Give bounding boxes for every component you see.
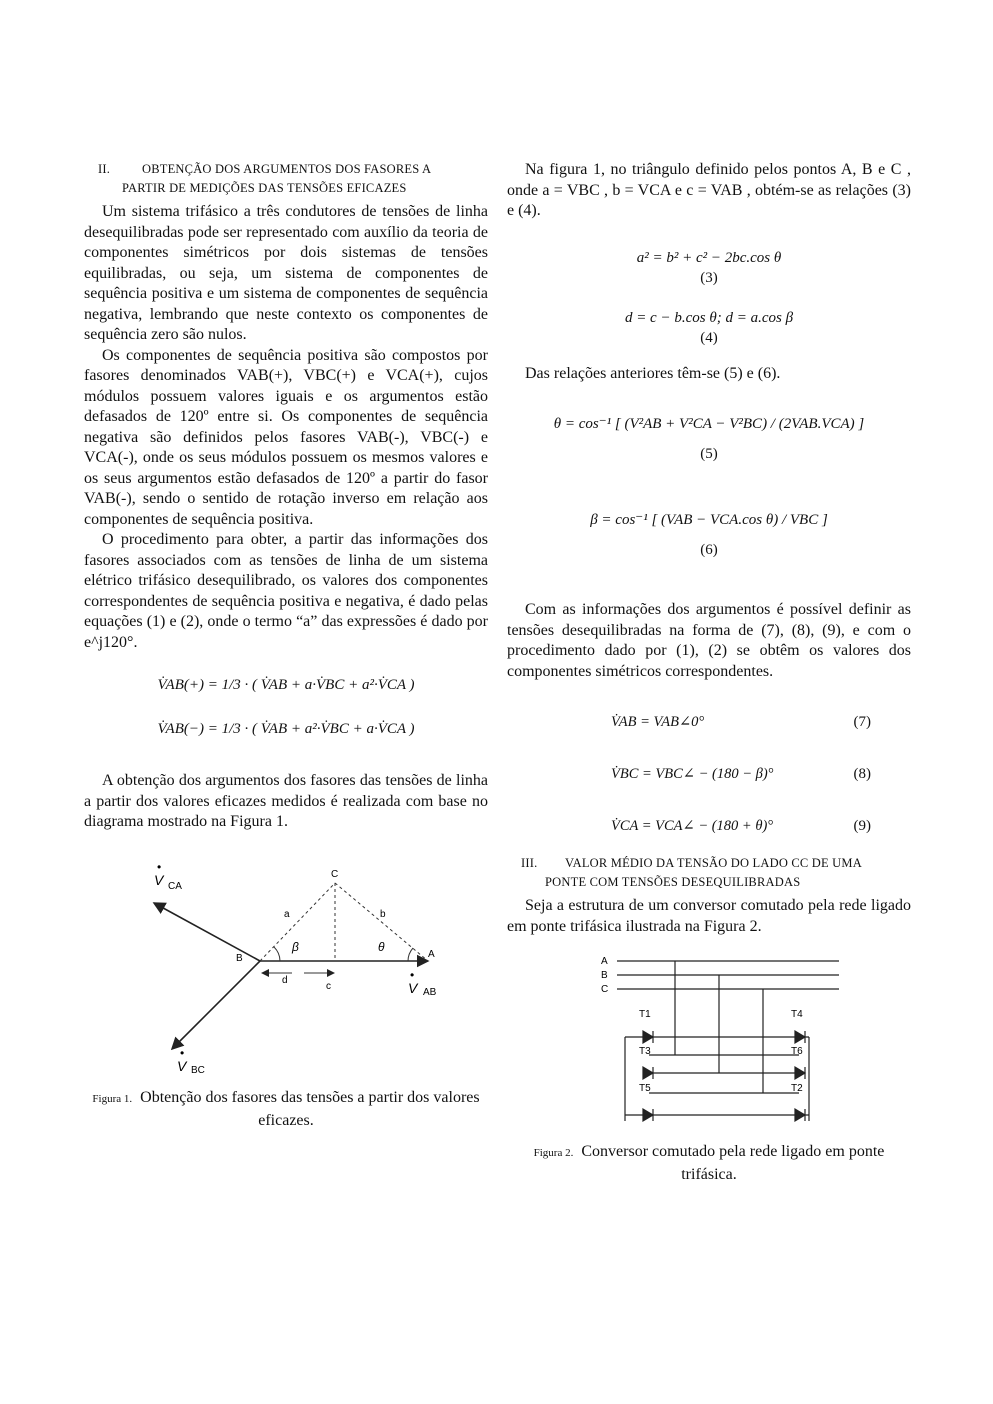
paragraph: Um sistema trifásico a três condutores de tensões de linha desequilibradas pode ser representado com auxílio da teoria de componentes simétricos por dois sistemas de tensões equilibradas, ou seja, um sistema de componentes de sequência positiva e um sistema de componentes de sequência negativa, lembrando que neste contexto os componentes de sequência zero são nulos.	[84, 203, 488, 343]
equation-5-number: (5)	[700, 446, 718, 462]
vab-dot: •	[410, 967, 415, 982]
equation-3: a² = b² + c² − 2bc.cos θ	[636, 249, 782, 266]
vbc-label-sub: BC	[191, 1064, 205, 1073]
figure-2-caption	[507, 1141, 911, 1185]
vab-label-sub: AB	[423, 986, 437, 998]
equation-9: V̇CA = VCA∠ − (180 + θ)°	[611, 817, 774, 834]
equation-5: θ = cos⁻¹ [ (V²AB + V²CA − V²BC) / (2VAB.VCA) ]	[553, 416, 865, 432]
figure-2-caption-label: Figura 2.	[533, 1147, 574, 1159]
theta-arc	[408, 948, 413, 961]
paragraph: Das relações anteriores têm-se (5) e (6).	[525, 364, 781, 382]
paragraph: Com as informações dos argumentos é possível definir as tensões desequilibradas na forma de (7), (8), (9), e com o procedimento dado por (1), (2) se obtêm os valores dos componentes simétricos correspondentes.	[507, 601, 911, 680]
section-3-heading	[507, 854, 911, 892]
equation-9-row	[507, 812, 911, 840]
equation-6: β = cos⁻¹ [ (VAB − VCA.cos θ) / VBC ]	[590, 512, 828, 528]
equation-4: d = c − b.cos θ; d = a.cos β	[624, 309, 794, 326]
figure-2-bridge-diagram	[599, 953, 849, 1123]
figure-1-caption-text: Obtenção dos fasores das tensões a partir dos valores eficazes.	[140, 1088, 480, 1129]
thyristor-t5	[643, 1109, 653, 1121]
section-number: II.	[98, 162, 111, 176]
t4-label: T4	[791, 1009, 803, 1020]
vca-label: V	[154, 871, 164, 888]
figure-1-caption-label: Figura 1.	[92, 1092, 133, 1105]
side-a-label: a	[284, 908, 290, 920]
equation-8-row	[507, 760, 911, 788]
equation-8: V̇BC = VBC∠ − (180 − β)°	[611, 765, 774, 782]
c-label: c	[326, 980, 331, 992]
beta-label: β	[292, 939, 299, 954]
equation-9-number: (9)	[853, 817, 871, 834]
figure-1-caption	[84, 1087, 488, 1131]
t3-label: T3	[639, 1046, 651, 1057]
equation-2: V̇AB(−) = 1/3 · ( V̇AB + a²·V̇BC + a·V̇CA )	[157, 721, 415, 737]
vbc-label: V	[177, 1057, 187, 1073]
t2-label: T2	[791, 1083, 803, 1094]
point-a-label: A	[428, 948, 435, 960]
thyristor-t6	[795, 1067, 805, 1079]
t1-label: T1	[639, 1009, 651, 1020]
vbc-dot: •	[180, 1045, 185, 1060]
equation-3-number: (3)	[700, 269, 718, 286]
equation-8-number: (8)	[853, 765, 871, 782]
paragraph: Na figura 1, no triângulo definido pelos pontos A, B e C , onde a = VBC , b = VCA e c = VAB , obtém-se as relações (3) e (4).	[507, 161, 911, 219]
thyristor-t1	[643, 1031, 653, 1043]
vca-phasor	[154, 903, 260, 961]
equation-6-number: (6)	[700, 542, 718, 558]
section-title-line1: OBTENÇÃO DOS ARGUMENTOS DOS FASORES A	[142, 162, 432, 176]
paragraph: O procedimento para obter, a partir das informações dos fasores associados com as tensões de linha de um sistema elétrico trifásico desequilibrado, os valores dos componentes correspondentes de sequência positiva e negativa, é dado pelas equações (1) e (2), onde o termo “a” das expressões é dado por e^j120°.	[84, 531, 488, 651]
right-column	[507, 160, 911, 1185]
t5-label: T5	[639, 1083, 651, 1094]
phase-b-label: B	[601, 970, 608, 981]
thyristor-t2	[795, 1109, 805, 1121]
equation-7-number: (7)	[853, 713, 871, 730]
left-column	[84, 160, 488, 1131]
thyristor-t4	[795, 1031, 805, 1043]
phase-c-label: C	[601, 984, 609, 995]
vbc-phasor	[172, 961, 260, 1049]
section-title-line2: PONTE COM TENSÕES DESEQUILIBRADAS	[545, 875, 801, 889]
beta-arc	[274, 947, 280, 961]
section-number: III.	[521, 856, 538, 870]
section-title-line2: PARTIR DE MEDIÇÕES DAS TENSÕES EFICAZES	[122, 181, 407, 195]
phase-a-label: A	[601, 956, 608, 967]
side-b-label: b	[380, 908, 386, 920]
section-title-line1: VALOR MÉDIO DA TENSÃO DO LADO CC DE UMA	[565, 856, 862, 870]
figure-1-phasor-diagram	[142, 853, 472, 1073]
equation-1: V̇AB(+) = 1/3 · ( V̇AB + a·V̇BC + a²·V̇CA )	[157, 677, 415, 693]
vca-dot: •	[157, 859, 162, 874]
point-c-label: C	[331, 868, 339, 880]
section-2-heading	[84, 160, 488, 198]
t6-label: T6	[791, 1046, 803, 1057]
paragraph: Seja a estrutura de um conversor comutado pela rede ligado em ponte trifásica ilustrada na Figura 2.	[507, 897, 911, 935]
equation-4-number: (4)	[700, 329, 718, 346]
point-b-label: B	[236, 952, 243, 964]
vab-label: V	[408, 979, 418, 996]
equation-7: V̇AB = VAB∠0°	[611, 713, 705, 730]
thyristor-t3	[643, 1067, 653, 1079]
d-label: d	[282, 974, 288, 986]
equation-7-row	[507, 708, 911, 736]
theta-label: θ	[378, 939, 385, 954]
paragraph: Os componentes de sequência positiva são compostos por fasores denominados VAB(+), VBC(+) e VCA(+), cujos módulos possuem valores iguais e os argumentos estão defasados de 120º entre si. Os componentes de sequência negativa são definidos pelos fasores VAB(-), VBC(-) e VCA(-), onde os seus módulos possuem os mesmos valores e os seus argumentos estão defasados de 120º a partir do fasor VAB(-), sendo o sentido de rotação inverso em relação aos componentes de sequência positiva.	[84, 346, 488, 528]
vca-label-sub: CA	[168, 880, 182, 892]
figure-2-caption-text: Conversor comutado pela rede ligado em ponte trifásica.	[581, 1143, 885, 1183]
paragraph: A obtenção dos argumentos dos fasores das tensões de linha a partir dos valores eficazes medidos é realizada com base no diagrama mostrado na Figura 1.	[84, 772, 488, 830]
